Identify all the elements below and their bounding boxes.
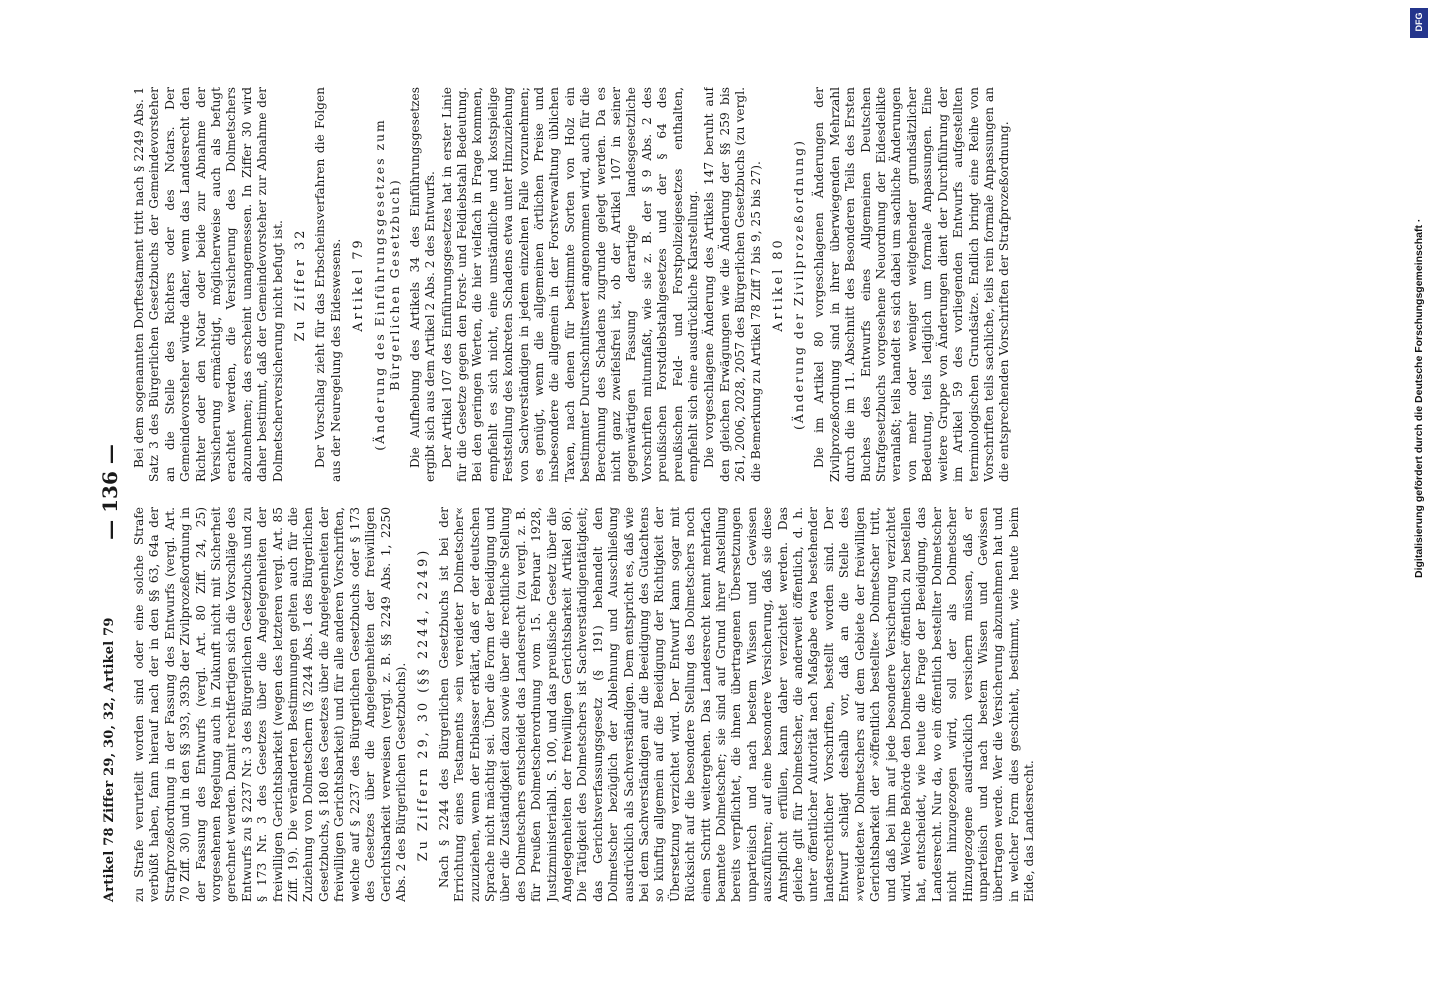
digitization-credit (1408, 8, 1430, 578)
article-subheading: (Änderung der Zivilprozeßordnung) (791, 139, 807, 430)
section-heading: Zu Ziffer 32 (293, 227, 309, 342)
digitization-note: Digitalisierung gefördert durch die Deutsche Forschungsgemeinschaft · (1413, 218, 1425, 578)
left-column (132, 507, 1282, 902)
paragraph: Nach § 2244 des Bürgerlichen Gesetzbuchs ist bei der Errichtung eines Testaments »ein vereideter Dolmetscher« zuzuziehen, wenn der Erblasser erklärt, daß er der deutschen Sprache nicht mächtig sei. Über die Form der Beeidigung und über die Zuständigkeit dazu sowie über die rechtliche Stellung des Dolmetschers entscheidet das Landesrecht (zu vergl. z. B. für Preußen Dolmetscherordnung vom 15. Februar 1928, Justizministerialbl. S. 100, und das preußische Gesetz über die Angelegenheiten der freiwilligen Gerichtsbarkeit Artikel 86). Die Tätigkeit des Dolmetschers ist Sachverständigentätigkeit; das Gerichtsverfassungsgesetz (§ 191) behandelt den Dolmetscher bezüglich der Ablehnung und Ausschließung ausdrücklich als Sachverständigen. Dem entspricht es, daß wie bei dem Sachverständigen auf die Beeidigung des Gutachtens so künftig allgemein auf die Beeidigung der Richtigkeit der Übersetzung verzichtet wird. Der Entwurf kann sogar mit Rücksicht auf die besondere Stellung des Dolmetschers noch einen Schritt weitergehen. Das Landesrecht kennt mehrfach beamtete Dolmetscher; sie sind auf Grund ihrer Anstellung bereits verpflichtet, die ihnen übertragenen Übersetzungen unparteiisch und nach bestem Wissen und Gewissen auszuführen; auf eine besondere Versicherung, daß sie diese Amtspflicht erfüllen, kann daher verzichtet werden. Das gleiche gilt für Dolmetscher, die anderweit öffentlich, d. h. unter öffentlicher Autorität nach Maßgabe etwa bestehender landesrechtlicher Vorschriften, bestellt worden sind. Der Entwurf schlägt deshalb vor, daß an die Stelle des »vereideten« Dolmetschers auf dem Gebiete der freiwilligen Gerichtsbarkeit der »öffentlich bestellte« Dolmetscher tritt, und daß bei ihm auf jede besondere Versicherung verzichtet wird. Welche Behörde den Dolmetscher öffentlich zu bestellen hat, entscheidet, wie heute die Frage der Beeidigung, das Landesrecht. Nur da, wo ein öffentlich bestellter Dolmetscher nicht hinzugezogen wird, soll der als Dolmetscher Hinzugezogene ausdrücklich versichern müssen, daß er unparteiisch und nach bestem Wissen und Gewissen übertragen werde. Wer die Versicherung abzunehmen hat und in welcher Form dies geschieht, bestimmt, wie heute beim Eide, das Landesrecht. (436, 507, 1037, 902)
paragraph: Die im Artikel 80 vorgeschlagenen Änderungen der Zivilprozeßordnung sind in ihrer überwiegenden Mehrzahl durch die im 11. Abschnitt des Besonderen Teils des Ersten Buches des Entwurfs eines Allgemeinen Deutschen Strafgesetzbuchs vorgesehene Neuordnung der Eidesdelikte veranlaßt; teils handelt es sich dabei um sachliche Änderungen von mehr oder weniger weitgehender grundsätzlicher Bedeutung, teils lediglich um formale Anpassungen. Eine weitere Gruppe von Änderungen dient der Durchführung der im Artikel 59 des vorliegenden Entwurfs aufgestellten terminologischen Grundsätze. Endlich bringt eine Reihe von Vorschriften teils sachliche, teils rein formale Anpassungen an die entsprechenden Vorschriften der Strafprozeßordnung. (812, 87, 1012, 482)
page-sheet (98, 82, 1298, 902)
paragraph: zu Strafe verurteilt worden sind oder eine solche Strafe verbüßt haben, fann hierauf nach der in den §§ 63, 64a der Strafprozeßordnung in der Fassung des Entwurfs (vergl. Art. 70 Ziff. 30) und in den §§ 393, 393b der Zivilprozeßordnung in der Fassung des Entwurfs (vergl. Art. 80 Ziff. 24, 25) vorgesehenen Regelung auch in Zukunft nicht mit Sicherheit gerechnet werden. Damit rechtfertigen sich die Vorschläge des Entwurfs zu § 2237 Nr. 3 des Bürgerlichen Gesetzbuchs und zu § 173 Nr. 3 des Gesetzes über die Angelegenheiten der freiwilligen Gerichtsbarkeit (wegen des letzteren vergl. Art. 85 Ziff. 19). Die veränderten Bestimmungen gelten auch für die Zuziehung von Dolmetschern (§ 2244 Abs. 1 des Bürgerlichen Gesetzbuchs, § 180 des Gesetzes über die Angelegenheiten der freiwilligen Gerichtsbarkeit) und für alle anderen Vorschriften, welche auf § 2237 des Bürgerlichen Gesetzbuchs oder § 173 des Gesetzes über die Angelegenheiten der freiwilligen Gerichtsbarkeit verweisen (vergl. z. B. §§ 2249 Abs. 1, 2250 Abs. 2 des Bürgerlichen Gesetzbuchs). (132, 507, 408, 902)
paragraph: Der Artikel 107 des Einführungsgesetzes hat in erster Linie für die Gesetze gegen den Forst- und Feldiebstahl Bedeutung. Bei den geringen Werten, die hier vielfach in Frage kommen, empfiehlt es sich nicht, eine umständliche und kostspielige Feststellung des konkreten Schadens etwa unter Hinzuziehung von Sachverständigen in jedem einzelnen Falle vorzunehmen; es genügt, wenn die allgemeinen örtlichen Preise und insbesondere die allgemein in der Forstverwaltung üblichen Taxen, nach denen für bestimmte Sorten von Holz ein bestimmter Durchschnittswert angenommen wird, auch für die Berechnung des Schadens zugrunde gelegt werden. Da es nicht ganz zweifelsfrei ist, ob der Artikel 107 in seiner gegenwärtigen Fassung derartige landesgesetzliche Vorschriften mitumfaßt, wie sie z. B. der § 9 Abs. 2 des preußischen Forstdiebstahlgesetzes und der § 64 des preußischen Feld- und Forstpolizeigesetzes enthalten, empfiehlt sich eine ausdrückliche Klarstellung. (439, 87, 700, 482)
paragraph: Bei dem sogenannten Dorftestament tritt nach § 2249 Abs. 1 Satz 3 des Bürgerlichen Gesetzbuchs der Gemeindevorsteher an die Stelle des Richters oder des Notars. Der Gemeindevorsteher würde daher, wenn das Landesrecht den Richter oder den Notar oder beide zur Abnahme der Versicherung ermächtigt, möglicherweise auch als befugt erachtet werden, die Versicherung des Dolmetschers abzunehmen; das erscheint unangemessen. In Ziffer 30 wird daher bestimmt, daß der Gemeindevorsteher zur Abnahme der Dolmetscherversicherung nicht befugt ist. (132, 87, 285, 482)
section-heading: Zu Ziffern 29, 30 (§§ 2244, 2249) (416, 547, 432, 862)
dfg-logo: DFG (1410, 8, 1428, 38)
article-heading: Artikel 80 (771, 237, 787, 332)
paragraph: Die Aufhebung des Artikels 34 des Einführungsgesetzes ergibt sich aus dem Artikel 2 Abs. 2 des Entwurfs. (407, 87, 438, 482)
running-head-title: Artikel 78 Ziffer 29, 30, 32, Artikel 79 (102, 617, 117, 902)
article-heading: Artikel 79 (351, 237, 367, 332)
right-column (132, 87, 1282, 482)
paragraph: Die vorgeschlagene Änderung des Artikels 147 beruht auf den gleichen Erwägungen wie die Änderung der §§ 259 bis 261, 2006, 2028, 2057 des Bürgerlichen Gesetzbuchs (zu vergl. die Bemerkung zu Artikel 78 Ziff 7 bis 9, 25 bis 27). (702, 87, 763, 482)
paragraph: Der Vorschlag zieht für das Erbscheinsverfahren die Folgen aus der Neuregelung des Eideswesens. (313, 87, 343, 482)
running-head (98, 82, 124, 902)
article-subheading: (Änderung des Einführungsgesetzes zum Bürgerlichen Gesetzbuch) (371, 118, 402, 451)
page-number: — 136 — (98, 444, 122, 540)
